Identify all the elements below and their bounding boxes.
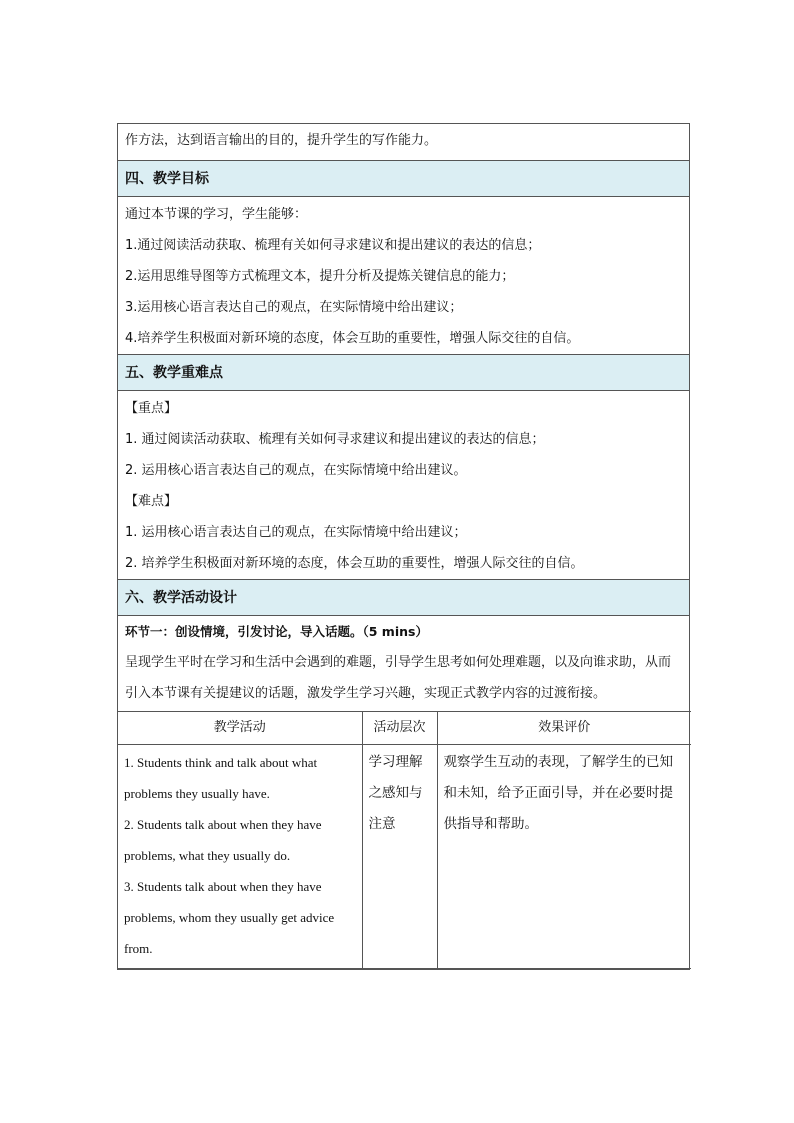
header-activity-level: 活动层次 (362, 712, 437, 745)
activities-cell (118, 745, 362, 969)
step1-description: 呈现学生平时在学习和生活中会遇到的难题，引导学生思考如何处理难题，以及向谁求助，从而引入本节课有关提建议的话题，激发学生学习兴趣，实现正式教学内容的过渡衔接。 (125, 655, 672, 701)
difficult-point-item: 2. 培养学生积极面对新环境的态度，体会互助的重要性，增强人际交往的自信。 (125, 556, 584, 571)
evaluation-text: 观察学生互动的表现，了解学生的已知和未知，给予正面引导，并在必要时提供指导和帮助。 (443, 754, 673, 832)
key-point-item: 1. 通过阅读活动获取、梳理有关如何寻求建议和提出建议的表达的信息； (125, 432, 545, 447)
step1-title: 环节一：创设情境，引发讨论，导入话题。（5 mins） (125, 624, 428, 639)
key-point-item: 2. 运用核心语言表达自己的观点，在实际情境中给出建议。 (125, 463, 467, 478)
objective-item: 2.运用思维导图等方式梳理文本，提升分析及提炼关键信息的能力； (125, 269, 515, 284)
activity-table-header-row (118, 712, 691, 745)
objective-item: 3.运用核心语言表达自己的观点，在实际情境中给出建议； (125, 300, 463, 315)
section6-heading: 六、教学活动设计 (118, 579, 689, 616)
lesson-plan-page (117, 123, 690, 970)
section5-heading: 五、教学重难点 (118, 354, 689, 391)
header-teaching-activity: 教学活动 (118, 712, 362, 745)
difficult-point-item: 1. 运用核心语言表达自己的观点，在实际情境中给出建议； (125, 525, 467, 540)
activity-table (118, 711, 691, 969)
objectives-lead: 通过本节课的学习，学生能够： (125, 207, 308, 222)
activity-item: 3. Students talk about when they have problems, whom they usually get advice from. (124, 879, 335, 956)
intro-line: 作方法，达到语言输出的目的，提升学生的写作能力。 (125, 133, 438, 148)
level-cell (362, 745, 437, 969)
evaluation-cell (437, 745, 691, 969)
lesson-plan-frame (117, 123, 690, 970)
key-points-label: 【重点】 (125, 401, 178, 416)
objective-item: 4.培养学生积极面对新环境的态度，体会互助的重要性，增强人际交往的自信。 (125, 331, 580, 346)
section4-heading: 四、教学目标 (118, 160, 689, 197)
activity-table-row (118, 745, 691, 969)
activity-item: 1. Students think and talk about what problems they usually have. (124, 755, 318, 801)
difficult-points-label: 【难点】 (125, 494, 178, 509)
header-effect-evaluation: 效果评价 (437, 712, 691, 745)
activity-item: 2. Students talk about when they have problems, what they usually do. (124, 817, 322, 863)
objective-item: 1.通过阅读活动获取、梳理有关如何寻求建议和提出建议的表达的信息； (125, 238, 541, 253)
activity-level-text: 学习理解之感知与注意 (368, 754, 423, 832)
